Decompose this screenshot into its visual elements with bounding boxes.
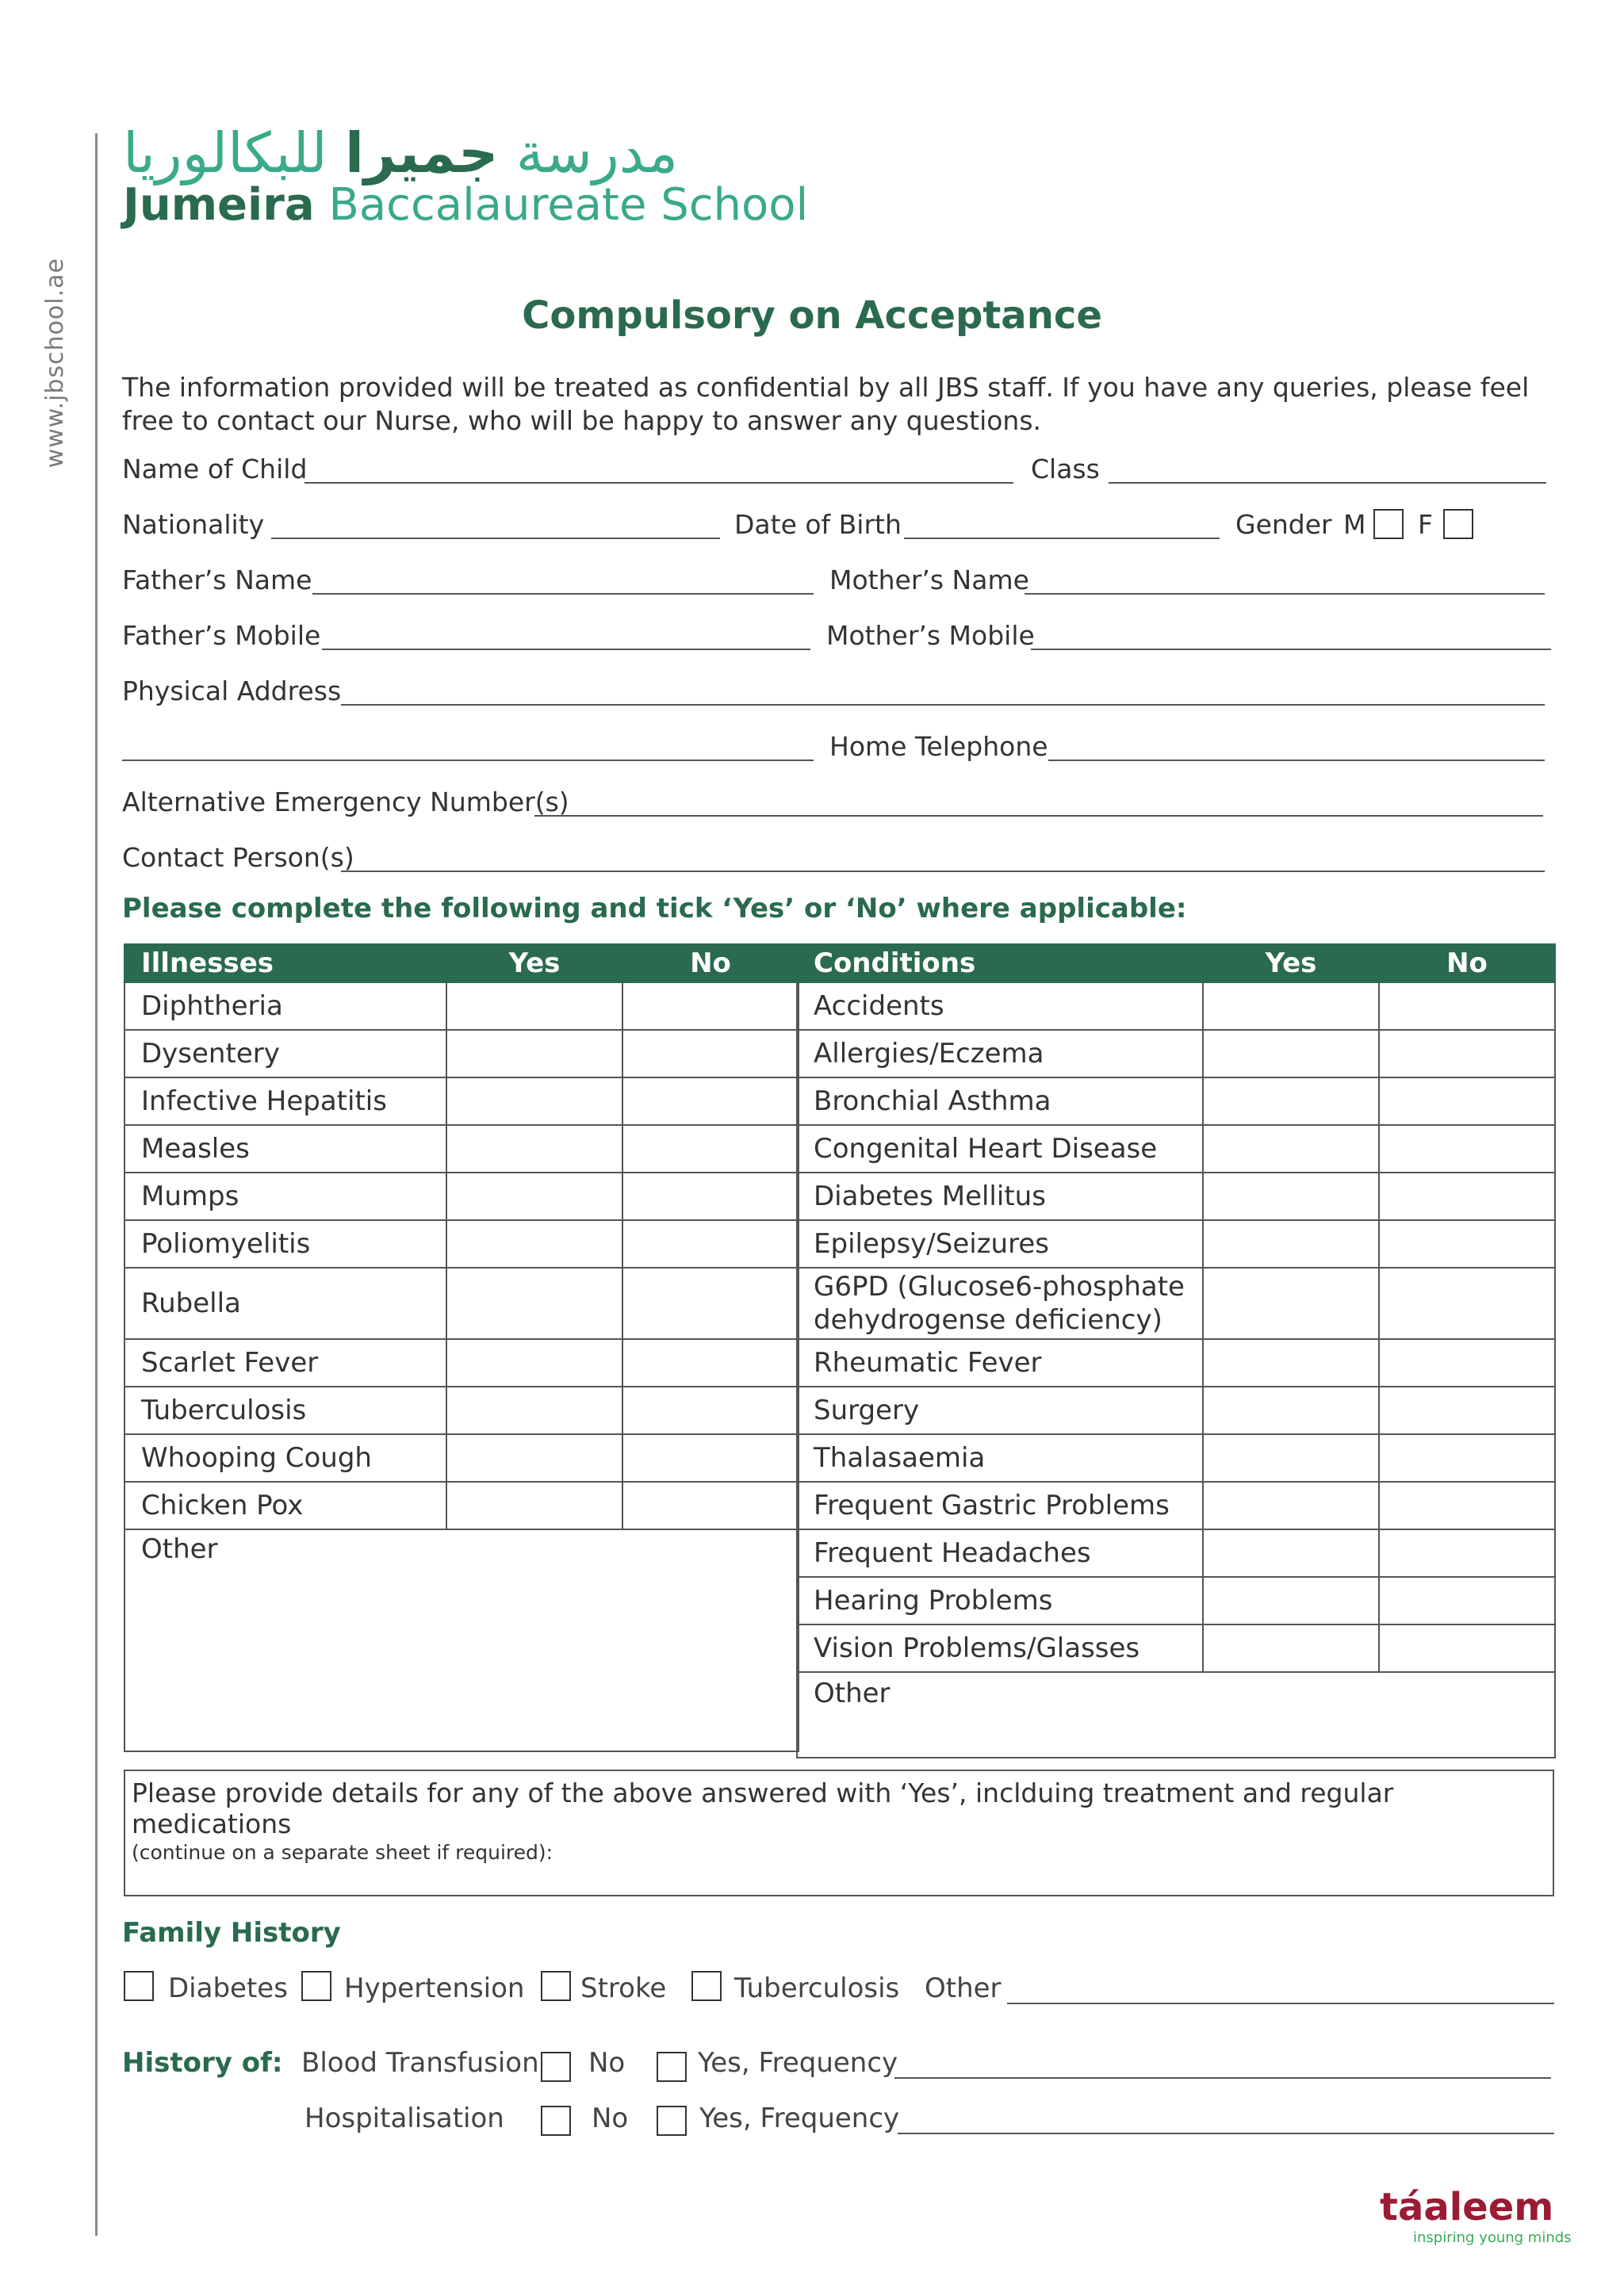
illness-row bbox=[124, 1077, 799, 1125]
hospitalisation-yes-label: Yes, Frequency bbox=[699, 2103, 900, 2134]
illness-no-cell[interactable] bbox=[622, 1268, 799, 1339]
condition-name-cell bbox=[797, 1387, 1203, 1434]
illness-yes-cell[interactable] bbox=[446, 1030, 622, 1077]
condition-row bbox=[797, 1577, 1555, 1624]
logo-english-light: Baccalaureate School bbox=[314, 179, 809, 231]
condition-yes-cell[interactable] bbox=[1203, 1577, 1379, 1624]
date-of-birth-label: Date of Birth bbox=[734, 509, 902, 540]
family-history-title: Family History bbox=[122, 1917, 341, 1949]
school-logo-english bbox=[123, 179, 808, 231]
illness-yes-cell[interactable] bbox=[446, 1220, 622, 1268]
illness-row bbox=[124, 1030, 799, 1077]
blood-transfusion-frequency-field[interactable] bbox=[894, 2077, 1551, 2079]
condition-name-cell bbox=[797, 1268, 1203, 1339]
condition-yes-cell[interactable] bbox=[1203, 1482, 1379, 1529]
page-title: Compulsory on Acceptance bbox=[522, 293, 1102, 338]
taaleem-logo: táaleem bbox=[1380, 2185, 1554, 2229]
gender-m-label: M bbox=[1343, 509, 1366, 540]
condition-label: Bronchial Asthma bbox=[814, 1085, 1051, 1117]
details-box[interactable] bbox=[124, 1770, 1554, 1896]
condition-row bbox=[797, 1387, 1555, 1434]
condition-no-cell[interactable] bbox=[1379, 1624, 1555, 1672]
intro-text: The information provided will be treated as confidential by all JBS staff. If you have any queries, please feel free to contact our Nurse, who will be happy to answer any questions. bbox=[122, 372, 1530, 436]
condition-label: Congenital Heart Disease bbox=[814, 1133, 1158, 1165]
condition-yes-cell[interactable] bbox=[1203, 1220, 1379, 1268]
illness-row bbox=[124, 1220, 799, 1268]
illness-no-cell[interactable] bbox=[622, 1030, 799, 1077]
family-other-label: Other bbox=[925, 1973, 1002, 2004]
illness-name-cell bbox=[124, 1482, 446, 1529]
logo-english-bold: Jumeira bbox=[123, 179, 315, 231]
condition-row bbox=[797, 1482, 1555, 1529]
taaleem-tagline: inspiring young minds bbox=[1413, 2229, 1572, 2246]
blood-transfusion-no-label: No bbox=[588, 2047, 626, 2079]
condition-yes-cell[interactable] bbox=[1203, 1077, 1379, 1125]
illness-row bbox=[124, 1482, 799, 1529]
condition-label: Accidents bbox=[814, 990, 944, 1022]
logo-arabic-part-2: للبكالوريا bbox=[123, 121, 345, 186]
illness-no-cell[interactable] bbox=[622, 1173, 799, 1220]
alt-emergency-label: Alternative Emergency Number(s) bbox=[122, 786, 569, 817]
illness-yes-cell[interactable] bbox=[446, 1482, 622, 1529]
illness-label: Diphtheria bbox=[141, 990, 283, 1022]
condition-no-cell[interactable] bbox=[1379, 1577, 1555, 1624]
condition-name-cell bbox=[797, 982, 1203, 1030]
blood-transfusion-yes-label: Yes, Frequency bbox=[698, 2047, 898, 2079]
condition-yes-cell[interactable] bbox=[1203, 982, 1379, 1030]
condition-row bbox=[797, 1529, 1555, 1577]
condition-label: Epilepsy/Seizures bbox=[814, 1228, 1049, 1260]
illness-yes-cell[interactable] bbox=[446, 1173, 622, 1220]
condition-yes-cell[interactable] bbox=[1203, 1529, 1379, 1577]
conditions-table bbox=[796, 943, 1556, 1758]
gender-f-label: F bbox=[1418, 509, 1433, 540]
illness-label: Dysentery bbox=[141, 1038, 280, 1070]
illness-row bbox=[124, 1268, 799, 1339]
condition-label: Diabetes Mellitus bbox=[814, 1181, 1046, 1212]
fathers-name-field[interactable] bbox=[312, 593, 814, 595]
illness-name-cell bbox=[124, 1125, 446, 1173]
name-of-child-label: Name of Child bbox=[122, 453, 308, 484]
condition-row bbox=[797, 1268, 1555, 1339]
illness-name-cell bbox=[124, 1173, 446, 1220]
condition-label: Frequent Headaches bbox=[814, 1537, 1091, 1569]
family-stroke-checkbox[interactable] bbox=[541, 1971, 571, 2001]
illness-row bbox=[124, 1173, 799, 1220]
conditions-yes-header: Yes bbox=[1203, 944, 1379, 982]
illness-label: Infective Hepatitis bbox=[141, 1085, 387, 1117]
logo-arabic-part-1: مدرسة bbox=[498, 121, 678, 186]
illness-no-cell[interactable] bbox=[622, 1077, 799, 1125]
date-of-birth-field[interactable] bbox=[904, 538, 1220, 539]
website-url: www.jbschool.ae bbox=[41, 258, 69, 469]
history-of-title: History of: bbox=[122, 2047, 283, 2079]
condition-no-cell[interactable] bbox=[1379, 1125, 1555, 1173]
condition-name-cell bbox=[797, 1220, 1203, 1268]
hospitalisation-frequency-field[interactable] bbox=[898, 2133, 1554, 2134]
condition-name-cell bbox=[797, 1077, 1203, 1125]
illness-label: Chicken Pox bbox=[141, 1490, 304, 1521]
illness-no-cell[interactable] bbox=[622, 1220, 799, 1268]
mothers-mobile-label: Mother’s Mobile bbox=[826, 620, 1035, 651]
details-text: Please provide details for any of the above answered with ‘Yes’, inclduing treatment and regular medications bbox=[132, 1777, 1394, 1839]
contact-person-label: Contact Person(s) bbox=[122, 842, 354, 873]
condition-no-cell[interactable] bbox=[1379, 1268, 1555, 1339]
illness-other-cell[interactable] bbox=[124, 1529, 799, 1751]
condition-yes-cell[interactable] bbox=[1203, 1030, 1379, 1077]
illness-yes-cell[interactable] bbox=[446, 1268, 622, 1339]
condition-name-cell bbox=[797, 1339, 1203, 1387]
condition-row bbox=[797, 1173, 1555, 1220]
physical-address-field-2[interactable] bbox=[122, 760, 814, 761]
illness-no-cell[interactable] bbox=[622, 1125, 799, 1173]
illness-label: Scarlet Fever bbox=[141, 1347, 319, 1379]
fathers-name-label: Father’s Name bbox=[122, 564, 312, 595]
fathers-mobile-field[interactable] bbox=[322, 649, 810, 650]
mothers-name-label: Mother’s Name bbox=[829, 564, 1029, 595]
condition-no-cell[interactable] bbox=[1379, 1529, 1555, 1577]
home-telephone-label: Home Telephone bbox=[829, 731, 1048, 762]
illness-label: Mumps bbox=[141, 1181, 239, 1212]
illness-other-row bbox=[124, 1529, 799, 1751]
condition-no-cell[interactable] bbox=[1379, 1077, 1555, 1125]
condition-yes-cell[interactable] bbox=[1203, 1268, 1379, 1339]
condition-no-cell[interactable] bbox=[1379, 982, 1555, 1030]
illness-row bbox=[124, 1125, 799, 1173]
hospitalisation-label: Hospitalisation bbox=[304, 2103, 504, 2134]
illness-row bbox=[124, 1339, 799, 1387]
condition-label: G6PD (Glucose6-phosphate dehydrogense deficiency) bbox=[814, 1271, 1185, 1336]
illness-yes-cell[interactable] bbox=[446, 1339, 622, 1387]
mothers-mobile-field[interactable] bbox=[1031, 649, 1551, 650]
condition-yes-cell[interactable] bbox=[1203, 1387, 1379, 1434]
condition-label: Rheumatic Fever bbox=[814, 1347, 1042, 1379]
condition-name-cell bbox=[797, 1482, 1203, 1529]
physical-address-label: Physical Address bbox=[122, 675, 342, 706]
hospitalisation-no-label: No bbox=[592, 2103, 629, 2134]
illness-name-cell bbox=[124, 1268, 446, 1339]
condition-row bbox=[797, 1125, 1555, 1173]
instruction-heading: Please complete the following and tick ‘Yes’ or ‘No’ where applicable: bbox=[122, 893, 1187, 924]
illness-label: Measles bbox=[141, 1133, 250, 1165]
condition-no-cell[interactable] bbox=[1379, 1387, 1555, 1434]
condition-row bbox=[797, 1030, 1555, 1077]
condition-row bbox=[797, 1220, 1555, 1268]
hospitalisation-yes-checkbox[interactable] bbox=[657, 2106, 687, 2136]
illness-name-cell bbox=[124, 1077, 446, 1125]
school-logo-arabic bbox=[123, 121, 678, 186]
family-stroke-label: Stroke bbox=[580, 1973, 667, 2004]
condition-yes-cell[interactable] bbox=[1203, 1624, 1379, 1672]
details-note: (continue on a separate sheet if required): bbox=[132, 1841, 553, 1864]
condition-other-label: Other bbox=[814, 1678, 891, 1709]
illness-name-cell bbox=[124, 1434, 446, 1482]
illness-name-cell bbox=[124, 982, 446, 1030]
condition-label: Allergies/Eczema bbox=[814, 1038, 1044, 1070]
condition-no-cell[interactable] bbox=[1379, 1220, 1555, 1268]
family-hypertension-checkbox[interactable] bbox=[301, 1971, 331, 2001]
condition-no-cell[interactable] bbox=[1379, 1339, 1555, 1387]
contact-person-field[interactable] bbox=[341, 871, 1545, 872]
illness-no-cell[interactable] bbox=[622, 982, 799, 1030]
illness-name-cell bbox=[124, 1387, 446, 1434]
condition-name-cell bbox=[797, 1434, 1203, 1482]
condition-no-cell[interactable] bbox=[1379, 1030, 1555, 1077]
condition-row bbox=[797, 982, 1555, 1030]
illness-label: Rubella bbox=[141, 1288, 241, 1319]
gender-m-checkbox[interactable] bbox=[1373, 509, 1404, 539]
condition-name-cell bbox=[797, 1030, 1203, 1077]
home-telephone-field[interactable] bbox=[1048, 760, 1545, 761]
illness-yes-cell[interactable] bbox=[446, 1434, 622, 1482]
blood-transfusion-no-checkbox[interactable] bbox=[541, 2052, 571, 2082]
illness-yes-cell[interactable] bbox=[446, 1125, 622, 1173]
name-of-child-field[interactable] bbox=[304, 482, 1013, 484]
illness-label: Poliomyelitis bbox=[141, 1228, 311, 1260]
family-diabetes-checkbox[interactable] bbox=[124, 1971, 154, 2001]
sidebar-divider bbox=[95, 133, 98, 2236]
blood-transfusion-label: Blood Transfusion bbox=[301, 2047, 539, 2079]
condition-yes-cell[interactable] bbox=[1203, 1125, 1379, 1173]
condition-other-cell[interactable] bbox=[797, 1672, 1555, 1758]
family-hypertension-label: Hypertension bbox=[344, 1973, 525, 2004]
class-field[interactable] bbox=[1109, 482, 1546, 484]
hospitalisation-no-checkbox[interactable] bbox=[541, 2106, 571, 2136]
condition-label: Hearing Problems bbox=[814, 1585, 1053, 1617]
condition-name-cell bbox=[797, 1577, 1203, 1624]
illness-name-cell bbox=[124, 1220, 446, 1268]
family-other-field[interactable] bbox=[1007, 2003, 1554, 2004]
illness-label: Whooping Cough bbox=[141, 1442, 372, 1474]
nationality-label: Nationality bbox=[122, 509, 265, 540]
family-tuberculosis-checkbox[interactable] bbox=[691, 1971, 722, 2001]
illness-row bbox=[124, 1434, 799, 1482]
alt-emergency-field[interactable] bbox=[534, 815, 1543, 817]
family-diabetes-label: Diabetes bbox=[168, 1973, 288, 2004]
illness-name-cell bbox=[124, 1339, 446, 1387]
condition-name-cell bbox=[797, 1529, 1203, 1577]
illnesses-yes-header: Yes bbox=[446, 944, 622, 982]
illness-no-cell[interactable] bbox=[622, 1434, 799, 1482]
illness-no-cell[interactable] bbox=[622, 1482, 799, 1529]
family-tuberculosis-label: Tuberculosis bbox=[734, 1973, 900, 2004]
condition-row bbox=[797, 1077, 1555, 1125]
class-label: Class bbox=[1031, 453, 1100, 484]
mothers-name-field[interactable] bbox=[1025, 593, 1545, 595]
nationality-field[interactable] bbox=[271, 538, 720, 539]
illness-other-label: Other bbox=[141, 1533, 218, 1565]
logo-arabic-bold: جميرا bbox=[344, 121, 499, 186]
condition-label: Thalasaemia bbox=[814, 1442, 986, 1474]
fathers-mobile-label: Father’s Mobile bbox=[122, 620, 321, 651]
condition-yes-cell[interactable] bbox=[1203, 1434, 1379, 1482]
physical-address-field[interactable] bbox=[341, 704, 1545, 706]
illnesses-header: Illnesses bbox=[124, 944, 446, 982]
gender-label: Gender bbox=[1235, 509, 1332, 540]
condition-yes-cell[interactable] bbox=[1203, 1173, 1379, 1220]
condition-no-cell[interactable] bbox=[1379, 1434, 1555, 1482]
condition-no-cell[interactable] bbox=[1379, 1482, 1555, 1529]
condition-label: Vision Problems/Glasses bbox=[814, 1632, 1140, 1664]
conditions-no-header: No bbox=[1379, 944, 1555, 982]
illness-no-cell[interactable] bbox=[622, 1387, 799, 1434]
condition-label: Surgery bbox=[814, 1395, 920, 1426]
illness-no-cell[interactable] bbox=[622, 1339, 799, 1387]
blood-transfusion-yes-checkbox[interactable] bbox=[657, 2052, 687, 2082]
illness-yes-cell[interactable] bbox=[446, 1077, 622, 1125]
illness-yes-cell[interactable] bbox=[446, 982, 622, 1030]
condition-yes-cell[interactable] bbox=[1203, 1339, 1379, 1387]
condition-row bbox=[797, 1434, 1555, 1482]
condition-row bbox=[797, 1339, 1555, 1387]
illness-yes-cell[interactable] bbox=[446, 1387, 622, 1434]
illness-label: Tuberculosis bbox=[141, 1395, 307, 1426]
illness-row bbox=[124, 1387, 799, 1434]
gender-f-checkbox[interactable] bbox=[1443, 509, 1473, 539]
condition-no-cell[interactable] bbox=[1379, 1173, 1555, 1220]
condition-row bbox=[797, 1624, 1555, 1672]
condition-name-cell bbox=[797, 1173, 1203, 1220]
illness-row bbox=[124, 982, 799, 1030]
condition-name-cell bbox=[797, 1624, 1203, 1672]
conditions-header: Conditions bbox=[797, 944, 1203, 982]
illnesses-no-header: No bbox=[622, 944, 799, 982]
illness-name-cell bbox=[124, 1030, 446, 1077]
illnesses-table bbox=[124, 943, 799, 1752]
condition-other-row bbox=[797, 1672, 1555, 1758]
condition-label: Frequent Gastric Problems bbox=[814, 1490, 1170, 1521]
condition-name-cell bbox=[797, 1125, 1203, 1173]
